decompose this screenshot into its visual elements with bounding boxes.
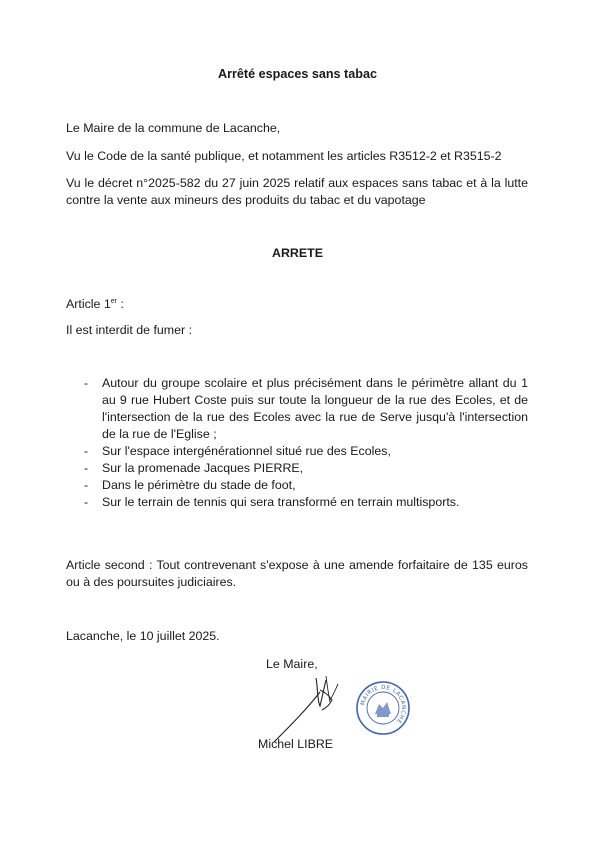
signature-role: Le Maire, [266, 657, 318, 671]
list-dash: - [84, 478, 89, 492]
list-item-text: Sur l'espace intergénérationnel situé rue des Ecoles, [102, 444, 391, 458]
municipal-seal [355, 680, 411, 741]
list-dash: - [84, 444, 89, 458]
preamble-mayor: Le Maire de la commune de Lacanche, [66, 121, 281, 135]
preamble-code: Vu le Code de la santé publique, et notamment les articles R3512-2 et R3515-2 [66, 149, 502, 163]
preamble-decree: Vu le décret n°2025-582 du 27 juin 2025 relatif aux espaces sans tabac et à la lutte contre la vente aux mineurs des produits du tabac et du vapotage [66, 176, 528, 207]
article-1-label: Article 1 [66, 297, 111, 311]
signature-name: Michel LIBRE [258, 737, 334, 751]
date-place: Lacanche, le 10 juillet 2025. [66, 629, 220, 643]
svg-text:MAIRIE DE LACANCHE: MAIRIE DE LACANCHE [360, 684, 407, 725]
list-item [84, 460, 528, 477]
list-item-text: Sur le terrain de tennis qui sera transformé en terrain multisports. [102, 495, 460, 509]
article-1-intro: Il est interdit de fumer : [66, 323, 193, 337]
article-1-heading [66, 296, 124, 313]
list-dash: - [84, 461, 89, 475]
list-item [84, 477, 528, 494]
handwritten-signature [270, 670, 350, 746]
list-item-text: Sur la promenade Jacques PIERRE, [102, 461, 304, 475]
prohibited-places-list [84, 375, 528, 511]
article-1-sup: er [110, 298, 117, 305]
list-dash: - [84, 376, 89, 390]
list-item [84, 375, 528, 443]
list-item [84, 494, 528, 511]
list-item-text: Dans le périmètre du stade de foot, [102, 478, 296, 492]
list-item [84, 443, 528, 460]
list-item-text: Autour du groupe scolaire et plus précisément dans le périmètre allant du 1 au 9 rue Hubert Coste puis sur toute la longueur de la rue des Ecoles, et de l'intersection de la rue des Ecoles avec la rue de Serve jusqu'à l'intersection de la rue de l'Eglise ; [102, 376, 528, 441]
article-2: Article second : Tout contrevenant s'expose à une amende forfaitaire de 135 euros ou à des poursuites judiciaires. [66, 558, 528, 589]
document-title: Arrêté espaces sans tabac [218, 67, 377, 81]
list-dash: - [84, 495, 89, 509]
decision-title: ARRETE [272, 246, 323, 260]
seal-stamp-icon [355, 680, 411, 736]
article-1-suffix: : [117, 297, 124, 311]
